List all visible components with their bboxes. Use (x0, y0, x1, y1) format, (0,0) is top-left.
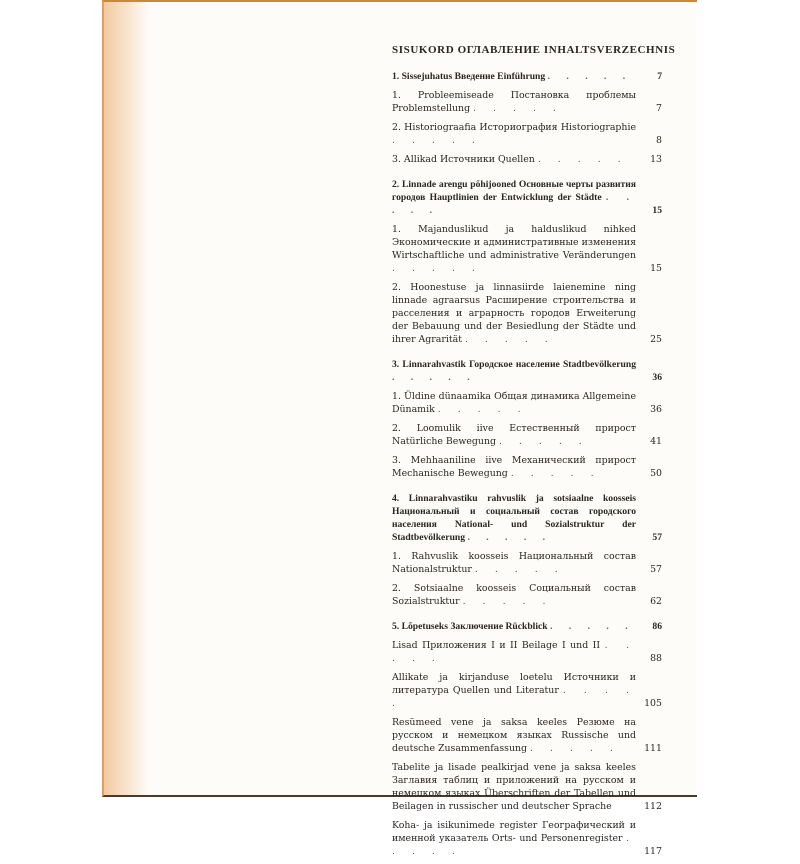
entry-title: 2. Linnade arengu põhijooned Основные черты развития городов Hauptlinien der Entwicklung der Städte (392, 179, 636, 203)
toc-entry-table-titles (386, 761, 676, 813)
entry-title: 1. Sissejuhatus Введение Einführung (392, 71, 546, 82)
toc-entry (386, 89, 676, 115)
dot-leader: . . . . . (530, 743, 620, 754)
entry-title: 5. Lõpetuseks Заключение Rückblick (392, 621, 548, 632)
toc-entry (386, 153, 676, 166)
page-number: 86 (652, 621, 662, 632)
toc-entry-index (386, 819, 676, 858)
page-number: 25 (650, 334, 662, 345)
entry-title: 3. Linnarahvastik Городское население Stadtbevölkerung (392, 359, 636, 370)
page-number: 111 (644, 743, 662, 754)
toc-entry-summaries (386, 716, 676, 755)
dot-leader: . . . . . (547, 71, 633, 82)
dot-leader: . . . . . (537, 154, 628, 165)
entry-title: Koha- ja isikunimede register Географический и именной указатель Orts- und Personenregister (392, 820, 636, 844)
dot-leader: . . . . . (392, 685, 636, 709)
entry-title: 2. Sotsiaalne koosseis Социальный состав Sozialstruktur (392, 583, 636, 607)
toc-chapter-3 (386, 358, 676, 384)
page-number: 62 (650, 596, 662, 607)
toc-chapter-2 (386, 178, 676, 217)
page-number: 36 (650, 404, 662, 415)
dot-leader: . . . . . (392, 263, 482, 274)
dot-leader: . . . . . (392, 192, 636, 216)
toc-entry (386, 582, 676, 608)
dot-leader: . . . . . (392, 135, 482, 146)
dot-leader: . . . . . (392, 640, 636, 664)
toc-entry (386, 550, 676, 576)
dot-leader: . . . . . (467, 532, 553, 543)
toc-heading: SISUKORD ОГЛАВЛЕНИЕ INHALTSVERZECHNIS (392, 44, 676, 56)
book-page (102, 0, 697, 857)
entry-title: Tabelite ja lisade pealkirjad vene ja saksa keeles Заглавия таблиц и приложений на русском и немецком языках Überschriften der Tabellen und Beilagen in russischer und deutscher Sprache (392, 762, 636, 812)
toc-entry (386, 454, 676, 480)
toc-entry (386, 121, 676, 147)
page-number: 8 (656, 135, 662, 146)
page-number: 41 (650, 436, 662, 447)
page-number: 7 (656, 103, 662, 114)
dot-leader: . . . . . (474, 564, 565, 575)
entry-title: Allikate ja kirjanduse loetelu Источники и литература Quellen und Literatur (392, 672, 636, 696)
entry-title: Lisad Приложения I и II Beilage I und II (392, 640, 601, 651)
dot-leader: . . . . . (498, 436, 589, 447)
entry-title: 4. Linnarahvastiku rahvuslik ja sotsiaalne koosseis Национальный и социальный состав городского населения National- und Sozialstruktur der Stadtbevölkerung (392, 493, 636, 543)
entry-title: 2. Historiograafia Историография Historiographie (392, 122, 636, 133)
dot-leader: . . . . . (550, 621, 635, 632)
page-number: 57 (650, 564, 662, 575)
entry-title: 2. Loomulik iive Естественный прирост Natürliche Bewegung (392, 423, 636, 447)
toc-entry (386, 281, 676, 346)
page-number: 15 (650, 263, 662, 274)
entry-title: 3. Allikad Источники Quellen (392, 154, 535, 165)
page-number: 117 (644, 846, 662, 857)
dot-leader: . . . . . (473, 103, 563, 114)
dot-leader: . . . . . (392, 372, 477, 383)
entry-title: Resümeed vene ja saksa keeles Резюме на русском и немецком языках Russische und deutsche Zusammenfassung (392, 717, 636, 754)
table-of-contents (386, 44, 676, 864)
page-number: 57 (652, 532, 662, 543)
toc-chapter-4 (386, 492, 676, 544)
page-number: 7 (657, 71, 662, 82)
entry-title: 1. Üldine dünaamika Общая динамика Allgemeine Dünamik (392, 391, 636, 415)
entry-title: 1. Rahvuslik koosseis Национальный состав Nationalstruktur (392, 551, 636, 575)
page-number: 112 (644, 801, 662, 812)
dot-leader: . . . . . (510, 468, 601, 479)
toc-entry (386, 223, 676, 275)
page-number: 105 (644, 698, 662, 709)
dot-leader: . . . . . (462, 596, 553, 607)
page-number: 88 (650, 653, 662, 664)
toc-entry-appendices (386, 639, 676, 665)
entry-title: 1. Majanduslikud ja halduslikud nihked Экономические и административные изменения Wirtschaftliche und administrative Veränderungen (392, 224, 636, 261)
page-number: 36 (652, 372, 662, 383)
entry-title: 3. Mehhaaniline iive Механический прирост Mechanische Bewegung (392, 455, 636, 479)
toc-chapter-5 (386, 620, 676, 633)
dot-leader: . . . . . (464, 334, 555, 345)
toc-chapter-1 (386, 70, 676, 83)
page-number: 50 (650, 468, 662, 479)
dot-leader: . . . . . (392, 833, 637, 857)
page-number: 13 (650, 154, 662, 165)
toc-entry-sources (386, 671, 676, 710)
entry-title: 2. Hoonestuse ja linnasiirde laienemine ning linnade agraarsus Расширение строительства и расселения и аграрность городов Erweiterung der Bebauung und der Besiedlung der Städte und ihrer Agrarität (392, 282, 636, 345)
page-number: 15 (652, 205, 662, 216)
entry-title: 1. Probleemiseade Постановка проблемы Problemstellung (392, 90, 636, 114)
toc-entry (386, 422, 676, 448)
dot-leader: . . . . . (437, 404, 528, 415)
toc-entry (386, 390, 676, 416)
